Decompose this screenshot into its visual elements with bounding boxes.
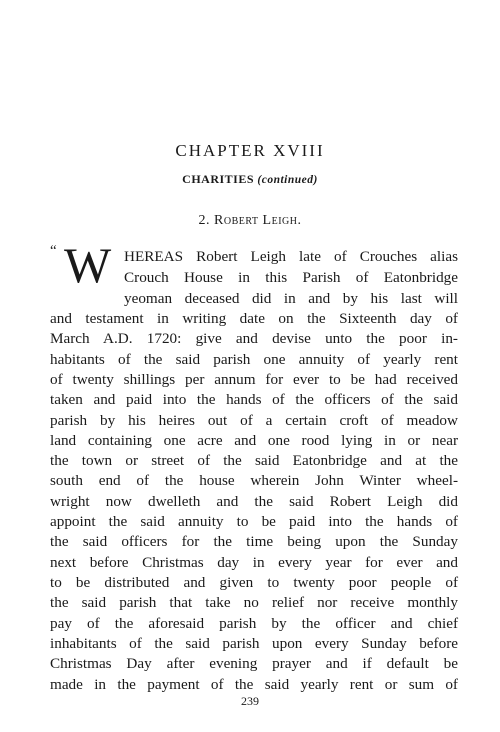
text-line: and testament in writing date on the Sixteenth day of <box>50 310 458 327</box>
text-line: of twenty shillings per annum for ever to be had received <box>50 371 458 388</box>
text-line: inhabitants of the said parish upon every Sunday before <box>50 635 458 652</box>
section-heading <box>0 213 500 229</box>
subtitle-caps: CHARITIES <box>182 172 255 186</box>
chapter-title: CHAPTER XVIII <box>175 141 325 160</box>
page-number: 239 <box>241 694 259 708</box>
chapter-subtitle <box>0 172 500 187</box>
text-line: March A.D. 1720: give and devise unto the poor in- <box>50 330 458 347</box>
text-line: yeoman deceased did in and by his last will <box>124 290 458 307</box>
text-line: wright now dwelleth and the said Robert Leigh did <box>50 493 458 510</box>
text-line: the said officers for the time being upon the Sunday <box>50 533 458 550</box>
drop-cap: W <box>64 237 112 293</box>
text-line: pay of the aforesaid parish by the officer and chief <box>50 615 458 632</box>
text-line: habitants of the said parish one annuity of yearly rent <box>50 351 458 368</box>
text-line: made in the payment of the said yearly rent or sum of <box>50 676 458 693</box>
subtitle-italic: (continued) <box>257 174 318 186</box>
text-line: Crouch House in this Parish of Eatonbridge <box>124 269 458 286</box>
text-line: HEREAS Robert Leigh late of Crouches alias <box>124 248 458 265</box>
opening-quote: “ <box>50 243 57 259</box>
text-line: next before Christmas day in every year for ever and <box>50 554 458 571</box>
text-line: Christmas Day after evening prayer and if default be <box>50 655 458 672</box>
text-line: south end of the house wherein John Winter wheel- <box>50 472 458 489</box>
text-line: parish by his heires out of a certain croft of meadow <box>50 412 458 429</box>
text-line: the said parish that take no relief nor receive monthly <box>50 594 458 611</box>
section-number: 2. <box>198 213 211 228</box>
text-line: taken and paid into the hands of the officers of the said <box>50 391 458 408</box>
text-line: land containing one acre and one rood lying in or near <box>50 432 458 449</box>
text-line: appoint the said annuity to be paid into the hands of <box>50 513 458 530</box>
text-line: to be distributed and given to twenty poor people of <box>50 574 458 591</box>
text-line: the town or street of the said Eatonbridge and at the <box>50 452 458 469</box>
section-name: Robert Leigh. <box>214 213 302 228</box>
